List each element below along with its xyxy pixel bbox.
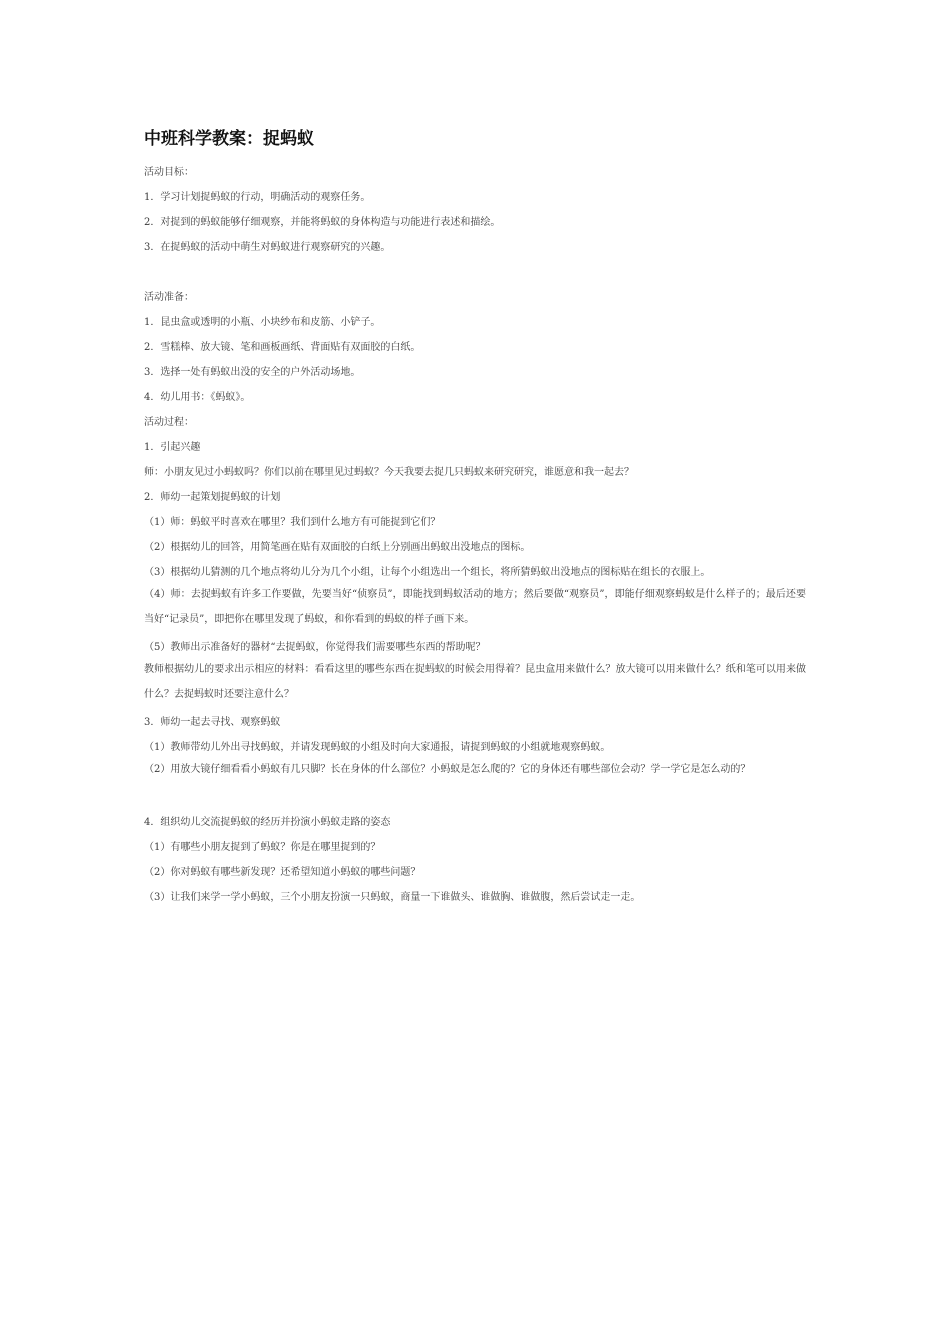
process-item: 师：小朋友见过小蚂蚁吗？你们以前在哪里见过蚂蚁？今天我要去捉几只蚂蚁来研究研究，谁愿意和我一起去？ [144,467,634,478]
process-paragraph: （2）用放大镜仔细看看小蚂蚁有几只脚？长在身体的什么部位？小蚂蚁是怎么爬的？它的身体还有哪些部位会动？学一学它是怎么动的？ [144,764,751,775]
prep-heading: 活动准备： [144,292,194,303]
process-item: （2）你对蚂蚁有哪些新发现？还希望知道小蚂蚁的哪些问题？ [144,867,421,878]
process-item: （2）根据幼儿的回答，用简笔画在贴有双面胶的白纸上分别画出蚂蚁出没地点的图标。 [144,542,531,553]
process-item: （3）根据幼儿猜测的几个地点将幼儿分为几个小组，让每个小组选出一个组长，将所猜蚂蚁出没地点的图标贴在组长的衣服上。 [144,567,711,578]
goals-heading: 活动目标： [144,167,194,178]
process-item: 1．引起兴趣 [144,442,201,453]
prep-item: 1．昆虫盒或透明的小瓶、小块纱布和皮筋、小铲子。 [144,317,381,328]
process-item: （1）有哪些小朋友捉到了蚂蚁？你是在哪里捉到的？ [144,842,381,853]
process-heading: 活动过程： [144,417,194,428]
goal-item: 2．对捉到的蚂蚁能够仔细观察，并能将蚂蚁的身体构造与功能进行表述和描绘。 [144,217,501,228]
process-paragraph: （4）师：去捉蚂蚁有许多工作要做，先要当好“侦察员”，即能找到蚂蚁活动的地方；然后要做“观察员”，即能仔细观察蚂蚁是什么样子的；最后还要当好“记录员”，即把你在哪里发现了蚂蚁，和你看到的蚂蚁的样子画下来。 [144,589,806,625]
prep-item: 2．雪糕棒、放大镜、笔和画板画纸、背面贴有双面胶的白纸。 [144,342,421,353]
process-item: 4．组织幼儿交流捉蚂蚁的经历并扮演小蚂蚁走路的姿态 [144,817,391,828]
process-item: （5）教师出示准备好的器材“去捉蚂蚁，你觉得我们需要哪些东西的帮助呢？ [144,642,486,653]
document-title: 中班科学教案：捉蚂蚁 [144,129,314,149]
process-item: 3．师幼一起去寻找、观察蚂蚁 [144,717,281,728]
goal-item: 3．在捉蚂蚁的活动中萌生对蚂蚁进行观察研究的兴趣。 [144,242,391,253]
prep-item: 4．幼儿用书：《蚂蚁》。 [144,392,251,403]
process-item: （3）让我们来学一学小蚂蚁，三个小朋友扮演一只蚂蚁，商量一下谁做头、谁做胸、谁做腹，然后尝试走一走。 [144,892,641,903]
process-item: （1）教师带幼儿外出寻找蚂蚁，并请发现蚂蚁的小组及时向大家通报，请捉到蚂蚁的小组就地观察蚂蚁。 [144,742,611,753]
process-item: （1）师：蚂蚁平时喜欢在哪里？我们到什么地方有可能捉到它们？ [144,517,441,528]
goal-item: 1．学习计划捉蚂蚁的行动，明确活动的观察任务。 [144,192,371,203]
prep-item: 3．选择一处有蚂蚁出没的安全的户外活动场地。 [144,367,361,378]
process-paragraph: 教师根据幼儿的要求出示相应的材料：看看这里的哪些东西在捉蚂蚁的时候会用得着？昆虫盒用来做什么？放大镜可以用来做什么？纸和笔可以用来做什么？去捉蚂蚁时还要注意什么？ [144,664,806,700]
process-item: 2．师幼一起策划捉蚂蚁的计划 [144,492,281,503]
